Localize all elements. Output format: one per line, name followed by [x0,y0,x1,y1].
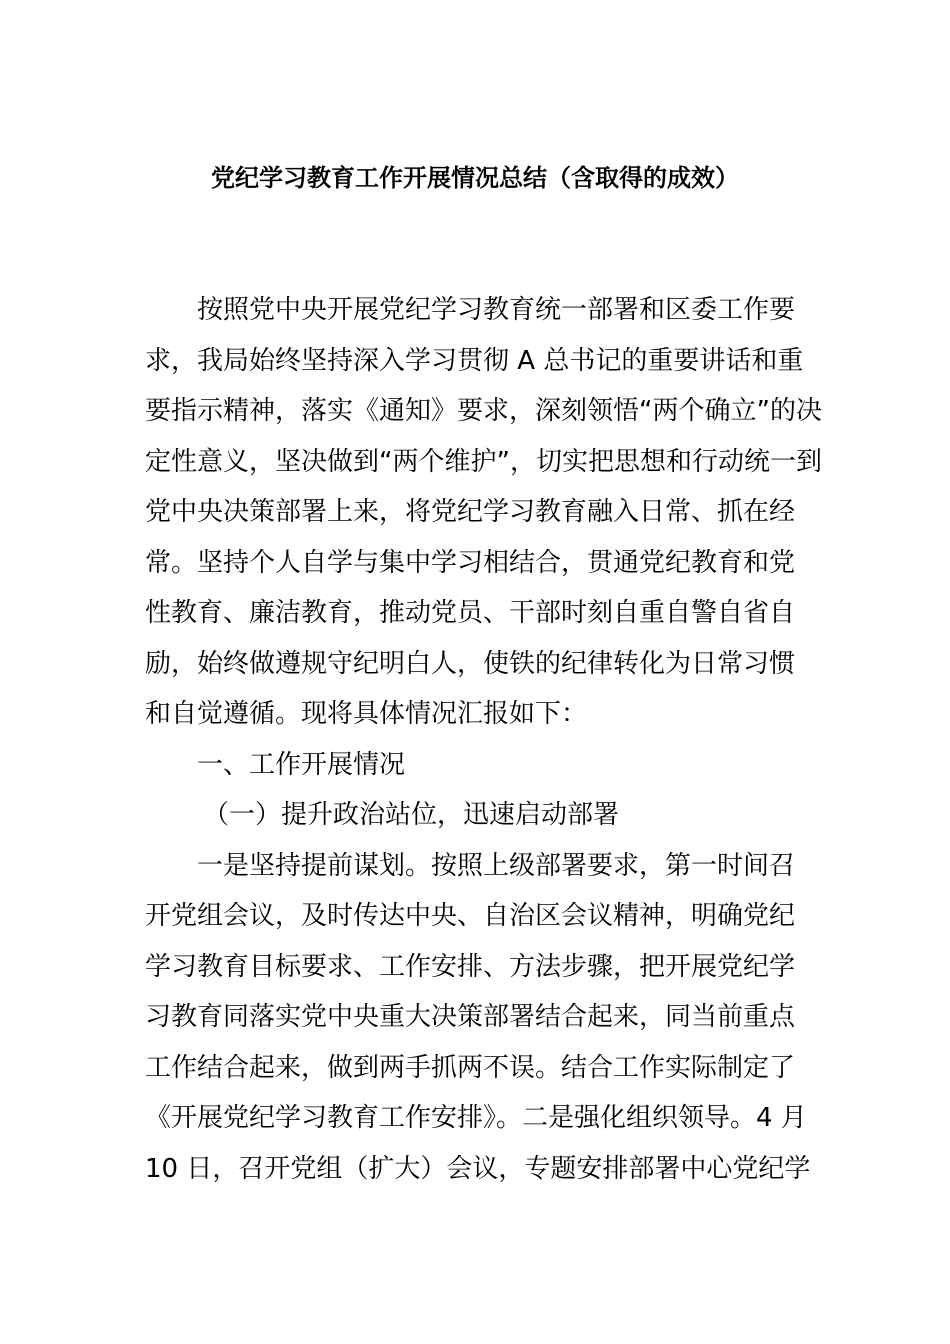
subsection-heading: （一）提升政治站位，迅速启动部署 [203,800,620,830]
paragraph-line: 性教育、廉洁教育，推动党员、干部时刻自重自警自省自 [145,598,796,628]
paragraph-line: 求，我局始终坚持深入学习贯彻 A 总书记的重要讲话和重 [145,345,804,376]
document-body [145,285,822,1194]
paragraph-line: 和自觉遵循。现将具体情况汇报如下： [145,699,588,729]
paragraph-line: 习教育同落实党中央重大决策部署结合起来，同当前重点 [145,1002,796,1032]
paragraph-line: 学习教育目标要求、工作安排、方法步骤，把开展党纪学 [145,951,796,982]
paragraph-line: 按照党中央开展党纪学习教育统一部署和区委工作要 [197,295,796,325]
section-heading: 一、工作开展情况 [197,749,406,780]
document-title: 党纪学习教育工作开展情况总结（含取得的成效） [211,164,739,192]
paragraph-line: 励，始终做遵规守纪明白人，使铁的纪律转化为日常习惯 [145,648,796,679]
paragraph-line: 党中央决策部署上来，将党纪学习教育融入日常、抓在经 [145,497,796,527]
paragraph-line: 定性意义，坚决做到“两个维护”，切实把思想和行动统一到 [145,446,822,477]
paragraph-line: 开党组会议，及时传达中央、自治区会议精神，明确党纪 [145,901,796,931]
paragraph-line: 《开展党纪学习教育工作安排》。二是强化组织领导。4 月 [145,1103,807,1133]
paragraph-line: 要指示精神，落实《通知》要求，深刻领悟“两个确立”的决 [145,396,822,426]
paragraph-line: 常。坚持个人自学与集中学习相结合，贯通党纪教育和党 [145,547,796,578]
paragraph-line: 工作结合起来，做到两手抓两不误。结合工作实际制定了 [145,1052,796,1083]
paragraph-line: 10 日，召开党组（扩大）会议，专题安排部署中心党纪学 [145,1153,811,1184]
paragraph-line: 一是坚持提前谋划。按照上级部署要求，第一时间召 [197,850,796,881]
